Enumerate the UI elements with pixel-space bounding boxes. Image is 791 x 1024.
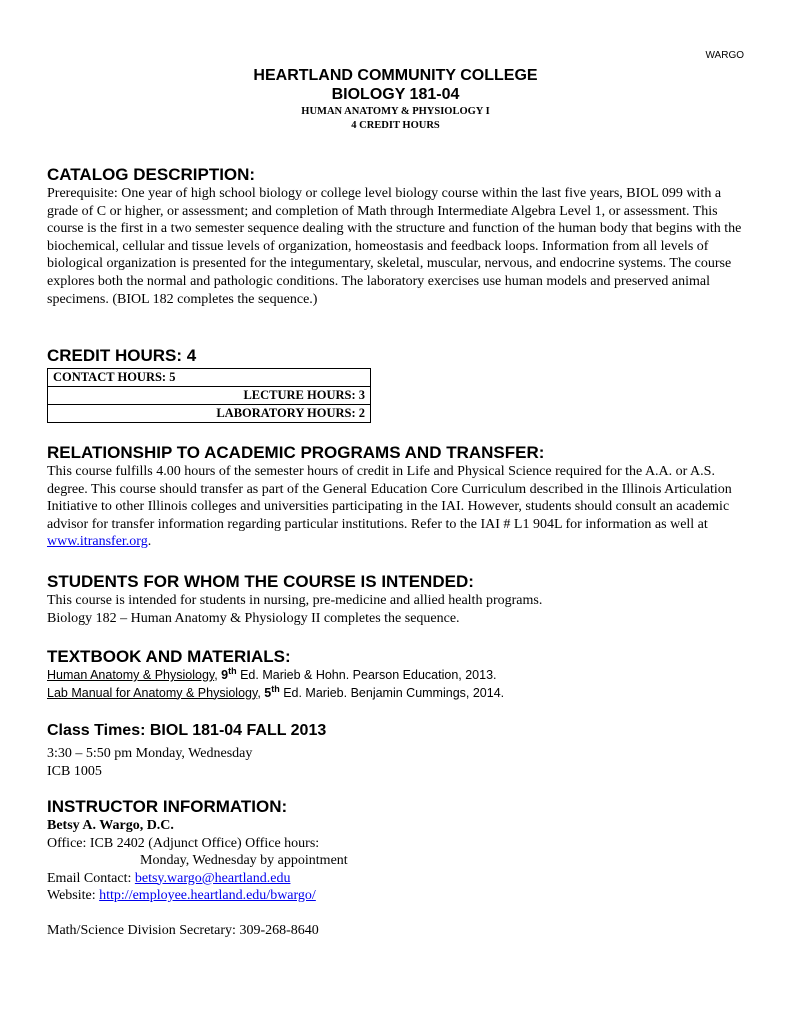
division-secretary: Math/Science Division Secretary: 309-268-8640 xyxy=(47,922,319,938)
course-number: BIOLOGY 181-04 xyxy=(331,86,460,103)
book2-edition-suffix: th xyxy=(271,683,280,694)
table-row xyxy=(48,387,371,405)
running-header: WARGO xyxy=(705,50,744,61)
instructor-section xyxy=(47,797,747,939)
instructor-email-line xyxy=(47,870,747,888)
textbook-heading: TEXTBOOK AND MATERIALS: xyxy=(47,647,291,666)
relationship-section xyxy=(47,443,747,551)
class-times-section xyxy=(47,721,747,780)
textbook-line-1 xyxy=(47,667,747,685)
catalog-text: Prerequisite: One year of high school biology or college level biology course within the last five years, BIOL 099 with a grade of C or higher, or assessment; and completion of Math through Intermediate Algebra Level 1, or assessment. This course is the first in a two semester sequence dealing with the structure and function of the human body that begins with the biochemical, cellular and tissue levels of organization, homeostasis and feedback loops. Information from all levels of biological organization is presented for the integumentary, skeletal, muscular, nervous, and endocrine systems. The course explores both the normal and pathologic conditions. The laboratory exercises use human models and preserved animal specimens. (BIOL 182 completes the sequence.) xyxy=(47,186,742,307)
hours-table xyxy=(47,368,371,423)
book1-details: Ed. Marieb & Hohn. Pearson Education, 2013. xyxy=(236,668,497,682)
relationship-body: This course fulfills 4.00 hours of the semester hours of credit in Life and Physical Science required for the A.A. or A.S. degree. This course should transfer as part of the General Education Core Curriculum described in the Illinois Articulation Initiative to other Illinois colleges and universities participating in the IAI. However, students should consult an academic advisor for transfer information regarding particular institutions. Refer to the IAI # L1 904L for information as well at xyxy=(47,464,732,532)
book2-edition: 5 xyxy=(264,685,272,700)
book1-edition: 9 xyxy=(221,668,229,682)
catalog-heading: CATALOG DESCRIPTION: xyxy=(47,165,256,184)
class-time: 3:30 – 5:50 pm Monday, Wednesday xyxy=(47,746,253,761)
lecture-hours-cell: LECTURE HOURS: 3 xyxy=(48,387,371,405)
table-row xyxy=(48,405,371,423)
title-block xyxy=(0,66,791,133)
credit-hours-subtitle: 4 CREDIT HOURS xyxy=(351,120,440,131)
course-name: HUMAN ANATOMY & PHYSIOLOGY I xyxy=(301,106,490,117)
book2-title: Lab Manual for Anatomy & Physiology xyxy=(47,685,258,700)
students-line-2: Biology 182 – Human Anatomy & Physiology II completes the sequence. xyxy=(47,610,460,626)
textbook-line-2 xyxy=(47,685,747,703)
relationship-text xyxy=(47,463,747,551)
book1-title: Human Anatomy & Physiology xyxy=(47,668,215,682)
website-label: Website: xyxy=(47,888,100,903)
relationship-heading: RELATIONSHIP TO ACADEMIC PROGRAMS AND TRANSFER: xyxy=(47,443,545,462)
contact-hours-cell: CONTACT HOURS: 5 xyxy=(48,369,371,387)
book2-details: Ed. Marieb. Benjamin Cummings, 2014. xyxy=(279,685,505,700)
college-name: HEARTLAND COMMUNITY COLLEGE xyxy=(253,67,538,84)
book2-comma: , xyxy=(257,685,265,700)
students-heading: STUDENTS FOR WHOM THE COURSE IS INTENDED: xyxy=(47,572,474,591)
table-row xyxy=(48,369,371,387)
credit-hours-section xyxy=(47,346,747,423)
email-link[interactable]: betsy.wargo@heartland.edu xyxy=(134,870,291,886)
book1-edition-suffix: th xyxy=(228,665,237,676)
book1-comma: , xyxy=(214,668,222,682)
website-link[interactable]: http://employee.heartland.edu/bwargo/ xyxy=(99,888,316,903)
email-label: Email Contact: xyxy=(47,870,135,886)
instructor-office: Office: ICB 2402 (Adjunct Office) Office hours: xyxy=(47,835,320,851)
laboratory-hours-cell: LABORATORY HOURS: 2 xyxy=(48,405,371,423)
itransfer-link[interactable]: www.itransfer.org xyxy=(47,534,148,550)
instructor-heading: INSTRUCTOR INFORMATION: xyxy=(47,797,288,816)
relationship-end: . xyxy=(147,534,152,550)
class-times-heading: Class Times: BIOL 181-04 FALL 2013 xyxy=(47,722,327,739)
students-line-1: This course is intended for students in nursing, pre-medicine and allied health programs. xyxy=(47,593,543,608)
instructor-website-line xyxy=(47,887,747,905)
textbook-section xyxy=(47,647,747,702)
instructor-office-hours: Monday, Wednesday by appointment xyxy=(140,853,348,868)
credit-hours-heading: CREDIT HOURS: 4 xyxy=(47,346,197,365)
instructor-name: Betsy A. Wargo, D.C. xyxy=(47,818,174,833)
catalog-section xyxy=(47,165,747,308)
students-section xyxy=(47,572,747,627)
class-room: ICB 1005 xyxy=(47,763,102,779)
